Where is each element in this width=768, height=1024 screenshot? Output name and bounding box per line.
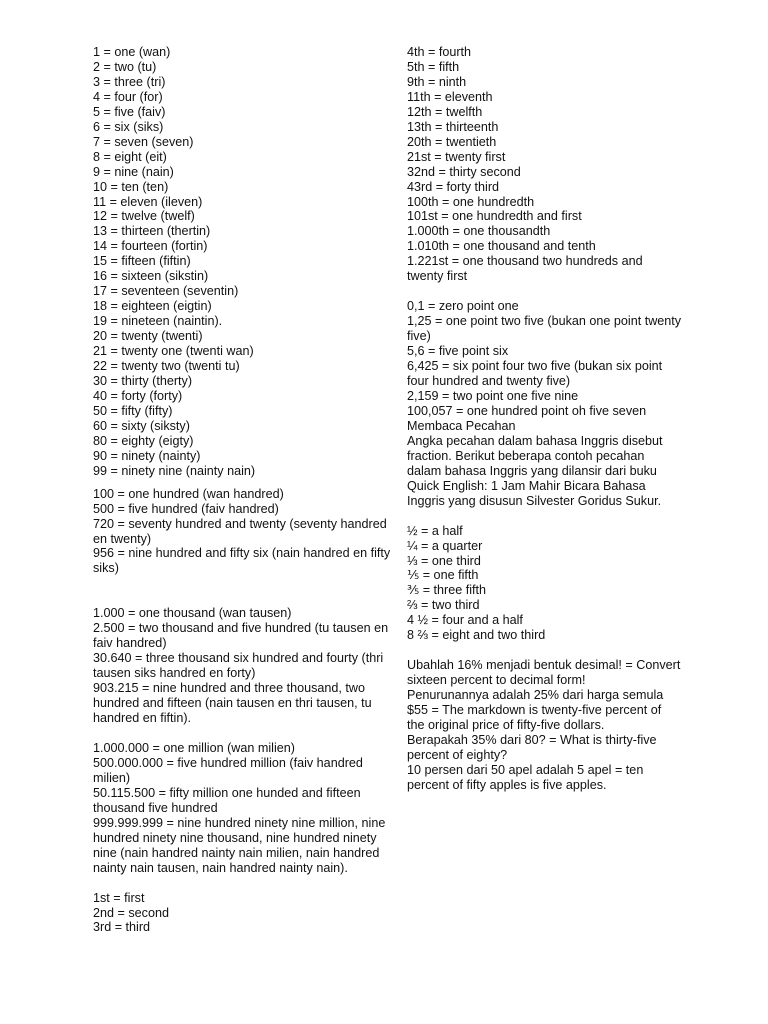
cardinal-line: 7 = seven (seven) [93,134,194,149]
cardinal-line: 8 = eight (eit) [93,149,167,164]
cardinal-line: 40 = forty (forty) [93,388,183,403]
cardinal-line: 14 = fourteen (fortin) [93,239,208,254]
hundreds-line: 720 = seventy hundred and twenty (seventy handred en twenty) [93,516,387,546]
ordinal-line: 1st = first [93,890,145,905]
cardinal-line: 12 = twelve (twelf) [93,209,195,224]
cardinal-line: 5 = five (faiv) [93,104,166,119]
example-line: 10 persen dari 50 apel adalah 5 apel = ten percent of fifty apples is five apples. [407,762,644,792]
ordinal-line: 20th = twentieth [407,134,497,149]
cardinal-line: 99 = ninety nine (nainty nain) [93,463,256,478]
thousands-line: 1.000 = one thousand (wan tausen) [93,606,292,621]
spacer [93,479,393,487]
thousands-line: 903.215 = nine hundred and three thousand, two hundred and fifteen (nain tausen en thri tausen, tu handred en fiftin). [93,681,372,726]
ordinal-line: 1.000th = one thousandth [407,224,551,239]
cardinal-line: 80 = eighty (eigty) [93,433,194,448]
example-line: Penurunannya adalah 25% dari harga semula $55 = The markdown is twenty-five percent of the original price of fifty-five dollars. [407,688,664,733]
hundreds-line: 500 = five hundred (faiv handred) [93,501,279,516]
decimal-line: 6,425 = six point four two five (bukan six point four hundred and twenty five) [407,359,663,389]
cardinal-line: 17 = seventeen (seventin) [93,284,239,299]
ordinal-line: 32nd = thirty second [407,164,521,179]
fraction-line: ⅔ = two third [407,598,480,613]
right-column [407,45,682,793]
millions-list [93,741,393,876]
thousands-line: 30.640 = three thousand six hundred and fourty (thri tausen siks handred en forty) [93,651,384,681]
hundreds-line: 100 = one hundred (wan handred) [93,486,284,501]
fraction-line: 4 ½ = four and a half [407,613,523,628]
cardinal-line: 90 = ninety (nainty) [93,448,201,463]
cardinal-line: 50 = fifty (fifty) [93,403,173,418]
fraction-line: ⅗ = three fifth [407,583,487,598]
ordinal-line: 3rd = third [93,920,151,935]
spacer [93,576,393,606]
cardinal-line: 15 = fifteen (fiftin) [93,254,191,269]
spacer [407,284,682,299]
ordinal-line: 12th = twelfth [407,104,483,119]
millions-line: 999.999.999 = nine hundred ninety nine million, nine hundred ninety nine thousand, nine hundred ninety nine (nain handred nainty nain milien, nain handred nainty nain tausen, nain handred nainty nain). [93,815,386,875]
ordinals-list-right [407,45,682,284]
examples-list [407,658,682,793]
thousands-line: 2.500 = two thousand and five hundred (tu tausen en faiv handred) [93,621,389,651]
cardinal-line: 30 = thirty (therty) [93,373,193,388]
ordinal-line: 4th = fourth [407,45,472,59]
decimal-line: 2,159 = two point one five nine [407,388,579,403]
hundreds-line: 956 = nine hundred and fifty six (nain handred en fifty siks) [93,546,391,576]
ordinal-line: 1.221st = one thousand two hundreds and twenty first [407,254,643,284]
fractions-heading: Membaca Pecahan [407,418,516,433]
cardinal-line: 19 = nineteen (naintin). [93,314,223,329]
ordinals-list-left [93,891,393,936]
ordinal-line: 9th = ninth [407,74,467,89]
cardinal-line: 4 = four (for) [93,89,163,104]
ordinal-line: 2nd = second [93,905,169,920]
cardinal-line: 1 = one (wan) [93,45,171,59]
cardinal-numbers-list [93,45,393,479]
thousands-list [93,606,393,726]
fractions-list [407,524,682,644]
cardinal-line: 9 = nine (nain) [93,164,174,179]
cardinal-line: 22 = twenty two (twenti tu) [93,359,240,374]
fractions-intro: Angka pecahan dalam bahasa Inggris disebut fraction. Berikut beberapa contoh pecahan dalam bahasa Inggris yang dilansir dari buku Quick English: 1 Jam Mahir Bicara Bahasa Inggris yang disusun Silvester Goridus Sukur. [407,433,663,508]
ordinal-line: 100th = one hundredth [407,194,535,209]
cardinal-line: 2 = two (tu) [93,59,157,74]
decimal-line: 0,1 = zero point one [407,299,519,314]
ordinal-line: 43rd = forty third [407,179,500,194]
ordinal-line: 13th = thirteenth [407,119,499,134]
example-line: Berapakah 35% dari 80? = What is thirty-five percent of eighty? [407,732,657,762]
decimals-list [407,299,682,419]
spacer [93,726,393,741]
cardinal-line: 6 = six (siks) [93,119,164,134]
left-column [93,45,393,935]
ordinal-line: 1.010th = one thousand and tenth [407,239,596,254]
ordinal-line: 101st = one hundredth and first [407,209,582,224]
fraction-line: ½ = a half [407,523,463,538]
millions-line: 500.000.000 = five hundred million (faiv handred milien) [93,755,363,785]
spacer [407,509,682,524]
decimal-line: 5,6 = five point six [407,344,509,359]
spacer [93,876,393,891]
cardinal-line: 20 = twenty (twenti) [93,329,203,344]
cardinal-line: 10 = ten (ten) [93,179,169,194]
millions-line: 50.115.500 = fifty million one hunded and fifteen thousand five hundred [93,785,361,815]
millions-line: 1.000.000 = one million (wan milien) [93,740,295,755]
spacer [407,643,682,658]
cardinal-line: 16 = sixteen (sikstin) [93,269,209,284]
cardinal-line: 60 = sixty (siksty) [93,418,190,433]
ordinal-line: 21st = twenty first [407,149,506,164]
decimal-line: 1,25 = one point two five (bukan one point twenty five) [407,314,682,344]
fraction-line: ¼ = a quarter [407,538,483,553]
example-line: Ubahlah 16% menjadi bentuk desimal! = Convert sixteen percent to decimal form! [407,658,681,688]
fraction-line: 8 ⅔ = eight and two third [407,628,546,643]
ordinal-line: 5th = fifth [407,59,460,74]
cardinal-line: 18 = eighteen (eigtin) [93,299,212,314]
hundreds-list [93,487,393,577]
cardinal-line: 3 = three (tri) [93,74,166,89]
cardinal-line: 13 = thirteen (thertin) [93,224,211,239]
cardinal-line: 11 = eleven (ileven) [93,194,203,209]
ordinal-line: 11th = eleventh [407,89,493,104]
cardinal-line: 21 = twenty one (twenti wan) [93,344,254,359]
decimal-line: 100,057 = one hundred point oh five seven [407,403,647,418]
fraction-line: ⅓ = one third [407,553,481,568]
fraction-line: ⅕ = one fifth [407,568,479,583]
